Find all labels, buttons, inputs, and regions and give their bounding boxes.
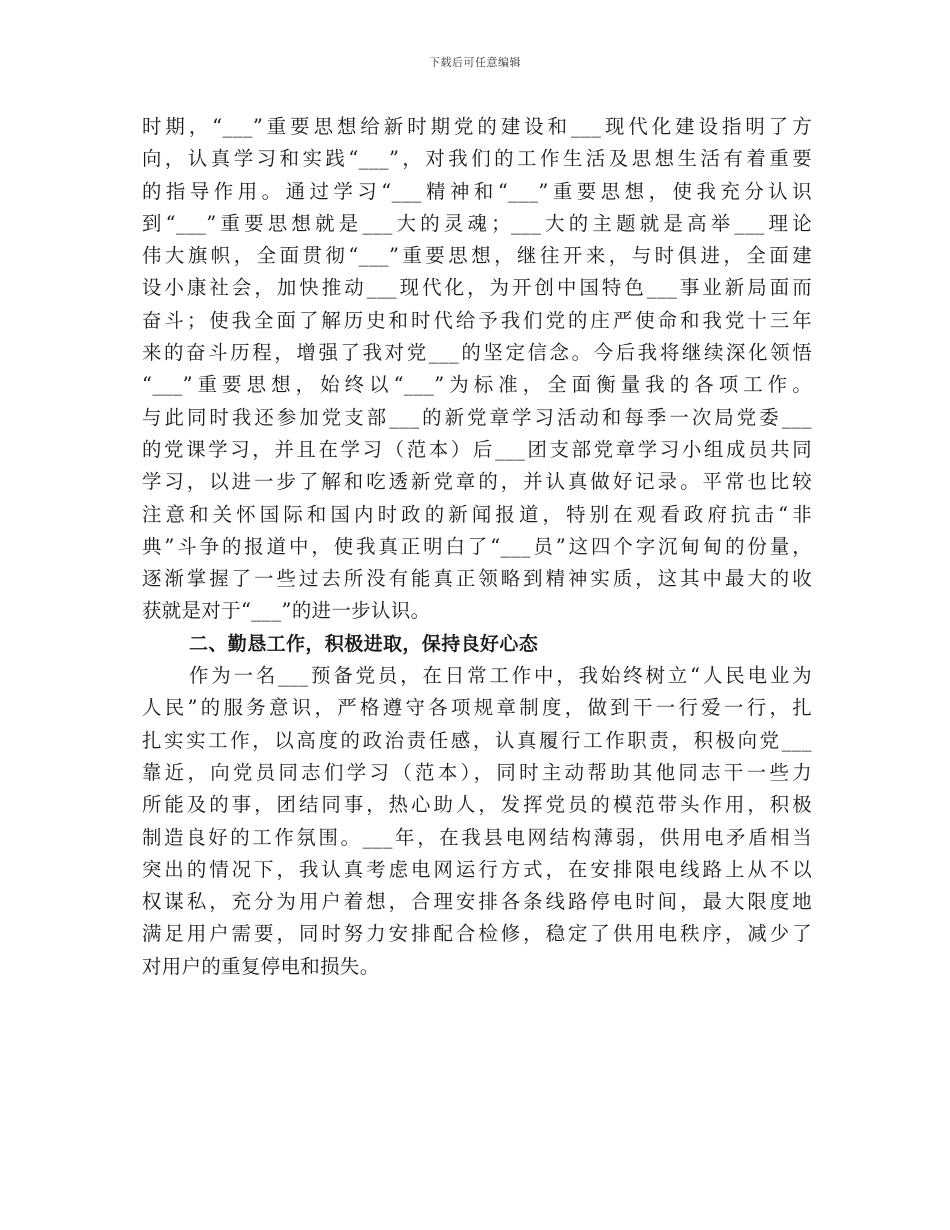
section-heading: 二、勤恳工作，积极进取，保持良好心态	[189, 632, 539, 655]
paragraph-line: 学习，以进一步了解和吃透新党章的，并认真做好记录。平常也比较	[142, 470, 812, 494]
paragraph-line: “___”重要思想，始终以“___”为标准，全面衡量我的各项工作。	[142, 373, 812, 397]
paragraph-line: 制造良好的工作氛围。___年，在我县电网结构薄弱，供用电矛盾相当	[142, 825, 812, 849]
paragraph-line: 对用户的重复停电和损失。	[142, 954, 380, 978]
paragraph-line: 满足用户需要，同时努力安排配合检修，稳定了供用电秩序，减少了	[142, 922, 812, 946]
paragraph-line: 所能及的事，团结同事，热心助人，发挥党员的模范带头作用，积极	[142, 793, 812, 817]
paragraph-line: 人民”的服务意识，严格遵守各项规章制度，做到干一行爱一行，扎	[142, 696, 812, 720]
paragraph-line: 靠近，向党员同志们学习（范本），同时主动帮助其他同志干一些力	[142, 760, 812, 784]
paragraph-line: 作为一名___预备党员，在日常工作中，我始终树立“人民电业为	[189, 664, 812, 688]
paragraph-line: 时期，“___”重要思想给新时期党的建设和___现代化建设指明了方	[142, 115, 812, 138]
paragraph-line: 到“___”重要思想就是___大的灵魂；___大的主题就是高举___理论	[142, 211, 812, 235]
paragraph-line: 的党课学习，并且在学习（范本）后___团支部党章学习小组成员共同	[142, 437, 812, 461]
paragraph-line: 获就是对于“___”的进一步认识。	[142, 599, 431, 623]
page-header: 下载后可任意编辑	[429, 56, 521, 69]
paragraph-line: 权谋私，充分为用户着想，合理安排各条线路停电时间，最大限度地	[142, 890, 812, 914]
document-body	[142, 111, 812, 983]
paragraph-line: 扎实实工作，以高度的政治责任感，认真履行工作职责，积极向党___	[142, 728, 812, 752]
paragraph-line: 的指导作用。通过学习“___精神和“___”重要思想，使我充分认识	[142, 179, 812, 203]
paragraph-line: 奋斗；使我全面了解历史和时代给予我们党的庄严使命和我党十三年	[142, 308, 812, 332]
paragraph-line: 典”斗争的报道中，使我真正明白了“___员”这四个字沉甸甸的份量，	[142, 534, 812, 558]
paragraph-line: 向，认真学习和实践“___”，对我们的工作生活及思想生活有着重要	[142, 147, 812, 171]
paragraph-line: 伟大旗帜，全面贯彻“___”重要思想，继往开来，与时俱进，全面建	[142, 244, 812, 268]
paragraph-line: 与此同时我还参加党支部___的新党章学习活动和每季一次局党委___	[142, 405, 812, 429]
paragraph-line: 逐渐掌握了一些过去所没有能真正领略到精神实质，这其中最大的收	[142, 567, 812, 591]
paragraph-line: 突出的情况下，我认真考虑电网运行方式，在安排限电线路上从不以	[142, 857, 812, 881]
paragraph-line: 设小康社会，加快推动___现代化，为开创中国特色___事业新局面而	[142, 276, 812, 300]
paragraph-line: 注意和关怀国际和国内时政的新闻报道，特别在观看政府抗击“非	[142, 502, 812, 526]
paragraph-line: 来的奋斗历程，增强了我对党___的坚定信念。今后我将继续深化领悟	[142, 341, 812, 365]
